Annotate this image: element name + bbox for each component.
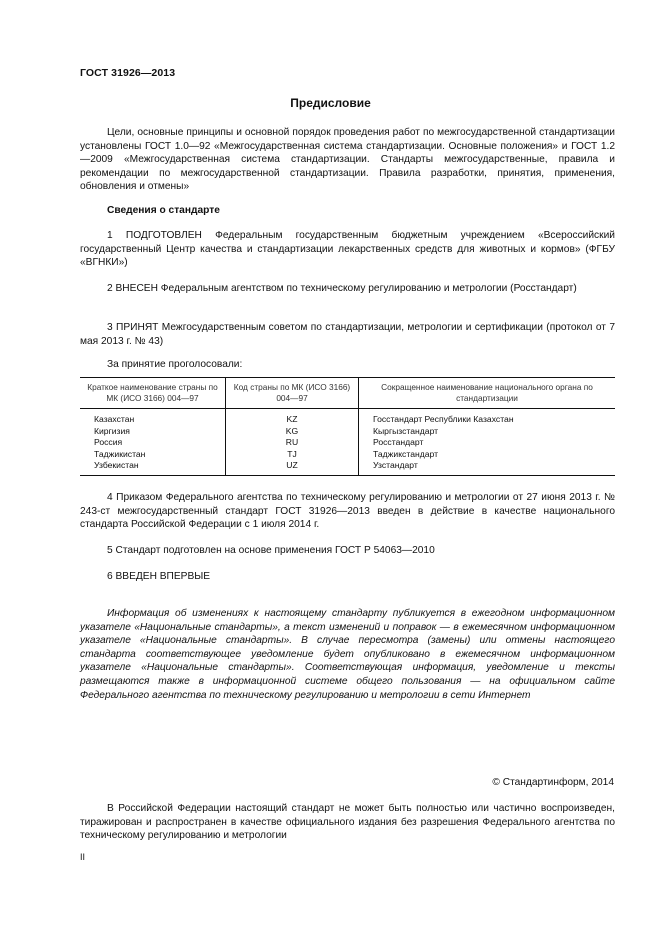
- legal-notice-paragraph: В Российской Федерации настоящий стандарт не может быть полностью или частично воспроизведен, тиражирован и распространен в качестве официального издания без разрешения Федерального агентства по техническому регулированию и метрологии: [80, 803, 615, 842]
- table-row: [80, 449, 615, 461]
- code-cell: TJ: [226, 449, 359, 461]
- column-header-country: Краткое наименование страны по МК (ИСО 3166) 004—97: [80, 378, 226, 409]
- voted-label: За принятие проголосовали:: [107, 359, 243, 370]
- table-row: [80, 426, 615, 438]
- body-cell: Таджикстандарт: [359, 449, 616, 461]
- code-cell: KZ: [226, 409, 359, 426]
- code-cell: KG: [226, 426, 359, 438]
- table-row: [80, 460, 615, 475]
- page-title: Предисловие: [290, 96, 371, 110]
- country-cell: Узбекистан: [80, 460, 226, 475]
- intro-paragraph: Цели, основные принципы и основной порядок проведения работ по межгосударственной стандартизации установлены ГОСТ 1.0—92 «Межгосударственная система стандартизации. Основные положения» и ГОСТ 1.2—2009 «Межгосударственная система стандартизации. Стандарты межгосударственные, правила и рекомендации по межгосударственной стандартизации. Правила разработки, принятия, применения, обновления и отмены»: [80, 127, 615, 193]
- body-cell: Госстандарт Республики Казахстан: [359, 409, 616, 426]
- voting-table: [80, 377, 615, 476]
- copyright-line: © Стандартинформ, 2014: [492, 777, 614, 788]
- changes-notice-paragraph: Информация об изменениях к настоящему стандарту публикуется в ежегодном информационном указателе «Национальные стандарты», а текст изменений и поправок — в ежемесячном информационном указателе «Национальные стандарты». В случае пересмотра (замены) или отмены настоящего стандарта соответствующее уведомление будет опубликовано в ежемесячном информационном указателе «Национальные стандарты». Соответствующая информация, уведомление и тексты размещаются также в информационной системе общего пользования — на официальном сайте Федерального агентства по техническому регулированию и метрологии в сети Интернет: [80, 608, 615, 701]
- code-cell: UZ: [226, 460, 359, 475]
- country-cell: Россия: [94, 437, 123, 448]
- table-header-row: [80, 378, 615, 409]
- column-header-body: Сокращенное наименование национального органа по стандартизации: [359, 378, 616, 409]
- page-number: II: [80, 852, 86, 862]
- body-cell: Узстандарт: [359, 460, 616, 475]
- body-cell: Росстандарт: [359, 437, 616, 449]
- code-cell: RU: [226, 437, 359, 449]
- country-cell: Киргизия: [94, 425, 130, 436]
- item-5-paragraph: 5 Стандарт подготовлен на основе применения ГОСТ Р 54063—2010: [107, 545, 435, 556]
- item-6-paragraph: 6 ВВЕДЕН ВПЕРВЫЕ: [107, 571, 211, 582]
- about-standard-heading: Сведения о стандарте: [107, 205, 220, 216]
- item-4-paragraph: 4 Приказом Федерального агентства по техническому регулированию и метрологии от 27 июня 2013 г. № 243-ст межгосударственный стандарт ГОСТ 31926—2013 введен в действие в качестве национального стандарта Российской Федерации с 1 июля 2014 г.: [80, 492, 615, 531]
- column-header-code: Код страны по МК (ИСО 3166) 004—97: [226, 378, 359, 409]
- body-cell: Кыргызстандарт: [359, 426, 616, 438]
- item-3-paragraph: 3 ПРИНЯТ Межгосударственным советом по стандартизации, метрологии и сертификации (протокол от 7 мая 2013 г. № 43): [80, 322, 615, 347]
- item-2-paragraph: 2 ВНЕСЕН Федеральным агентством по техническому регулированию и метрологии (Росстандарт): [107, 283, 577, 294]
- country-cell: Таджикистан: [94, 448, 146, 459]
- country-cell: Казахстан: [94, 414, 135, 424]
- standard-code-header: ГОСТ 31926—2013: [80, 67, 176, 79]
- table-row: [80, 409, 615, 426]
- item-1-paragraph: 1 ПОДГОТОВЛЕН Федеральным государственным бюджетным учреждением «Всероссийский государственный Центр качества и стандартизации лекарственных средств для животных и кормов» (ФГБУ «ВГНКИ»): [80, 230, 615, 269]
- table-row: [80, 437, 615, 449]
